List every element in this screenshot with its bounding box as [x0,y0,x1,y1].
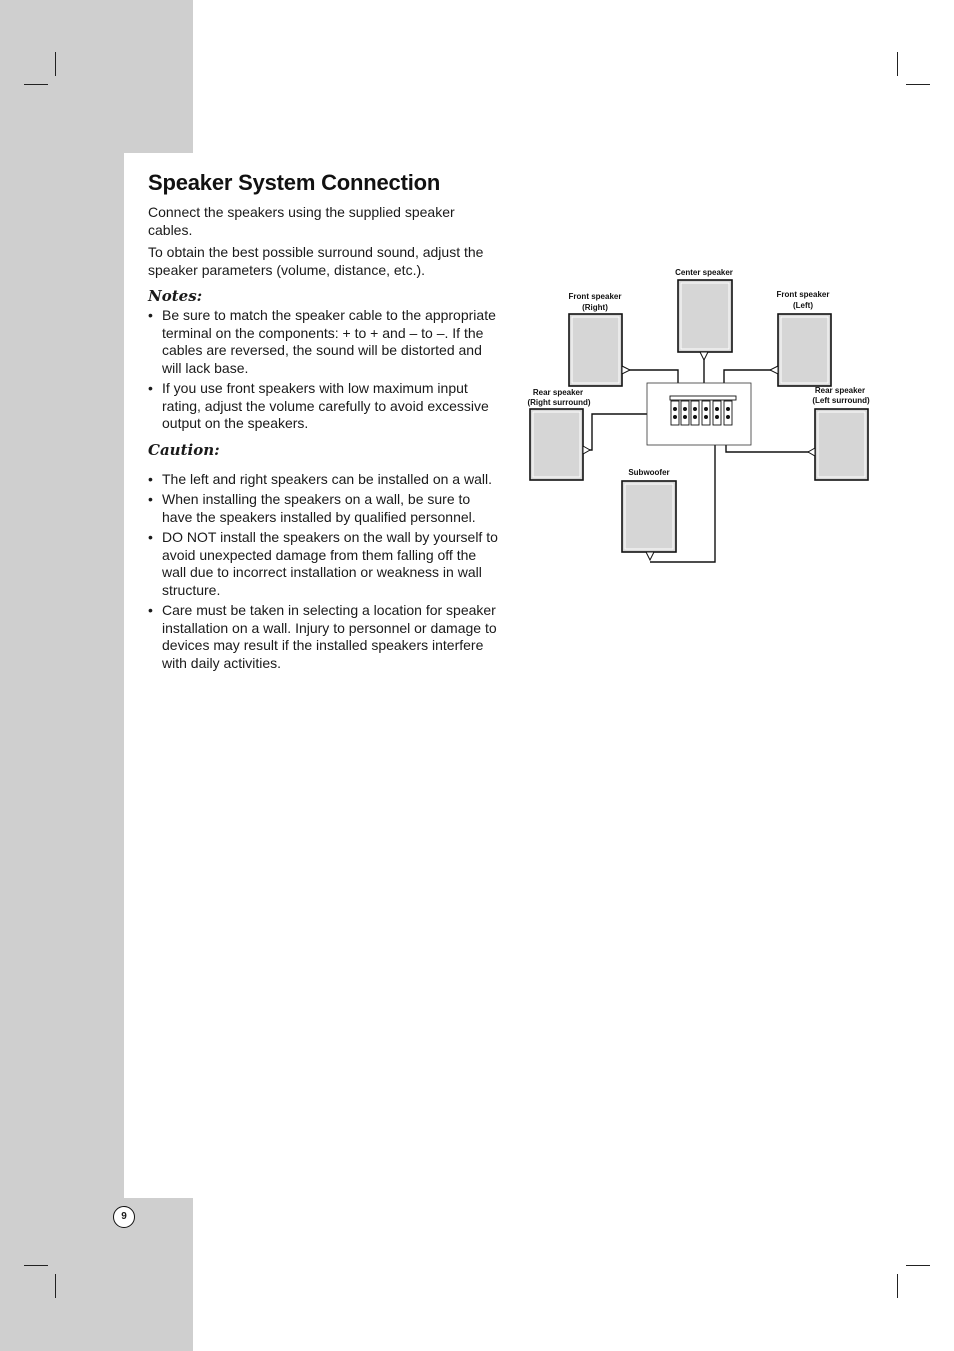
page-number: 9 [113,1206,135,1228]
list-item: • If you use front speakers with low maximum input rating, adjust the volume carefully to avoid excessive output on the speakers. [148,380,500,433]
list-item: • When installing the speakers on a wall, be sure to have the speakers installed by qualified personnel. [148,491,500,526]
speaker-connection-diagram [520,262,880,572]
list-item: • The left and right speakers can be installed on a wall. [148,471,500,489]
notes-list [148,307,500,433]
crop-mark [24,1265,48,1266]
intro-paragraph: To obtain the best possible surround sound, adjust the speaker parameters (volume, distance, etc.). [148,244,484,278]
rear-left-speaker-icon [808,409,868,480]
rear-right-label: (Right surround) [527,398,591,407]
front-right-label: (Right) [582,303,608,312]
center-speaker-icon [678,280,732,360]
caution-heading: Caution: [148,440,220,459]
crop-mark [55,52,56,76]
rear-left-label: Rear speaker [814,386,866,395]
front-right-label: Front speaker [568,292,622,301]
main-content [148,170,500,675]
subwoofer-speaker-icon [622,481,676,560]
rear-right-speaker-icon [530,409,590,480]
diagram-svg [520,262,880,572]
crop-mark [906,1265,930,1266]
caution-list [148,471,500,673]
list-item: • DO NOT install the speakers on the wall by yourself to avoid unexpected damage from them falling off the wall due to incorrect installation or weakness in wall structure. [148,529,500,599]
page-title: Speaker System Connection [148,170,441,195]
list-item: • Care must be taken in selecting a location for speaker installation on a wall. Injury to personnel or damage to devices may result if the installed speakers interfere with daily activities. [148,602,500,672]
front-left-label: Front speaker [776,290,830,299]
crop-mark [897,1274,898,1298]
intro-paragraph: Connect the speakers using the supplied speaker cables. [148,204,455,238]
crop-mark [906,84,930,85]
rear-right-label: Rear speaker [532,388,584,397]
list-item: • Be sure to match the speaker cable to the appropriate terminal on the components: + to + and – to –. If the cables are reversed, the sound will be distorted and will lack base. [148,307,500,377]
subwoofer-label: Subwoofer [628,468,670,477]
gray-margin-bottom [0,1198,193,1351]
rear-left-label: (Left surround) [812,396,870,405]
notes-heading: Notes: [148,287,203,305]
center-speaker-label: Center speaker [675,268,733,277]
front-right-speaker-icon [569,314,630,386]
front-left-speaker-icon [770,314,831,386]
crop-mark [24,84,48,85]
crop-mark [897,52,898,76]
front-left-label: (Left) [793,301,813,310]
gray-margin-side [0,153,124,1198]
crop-mark [55,1274,56,1298]
gray-margin-top [0,0,193,153]
